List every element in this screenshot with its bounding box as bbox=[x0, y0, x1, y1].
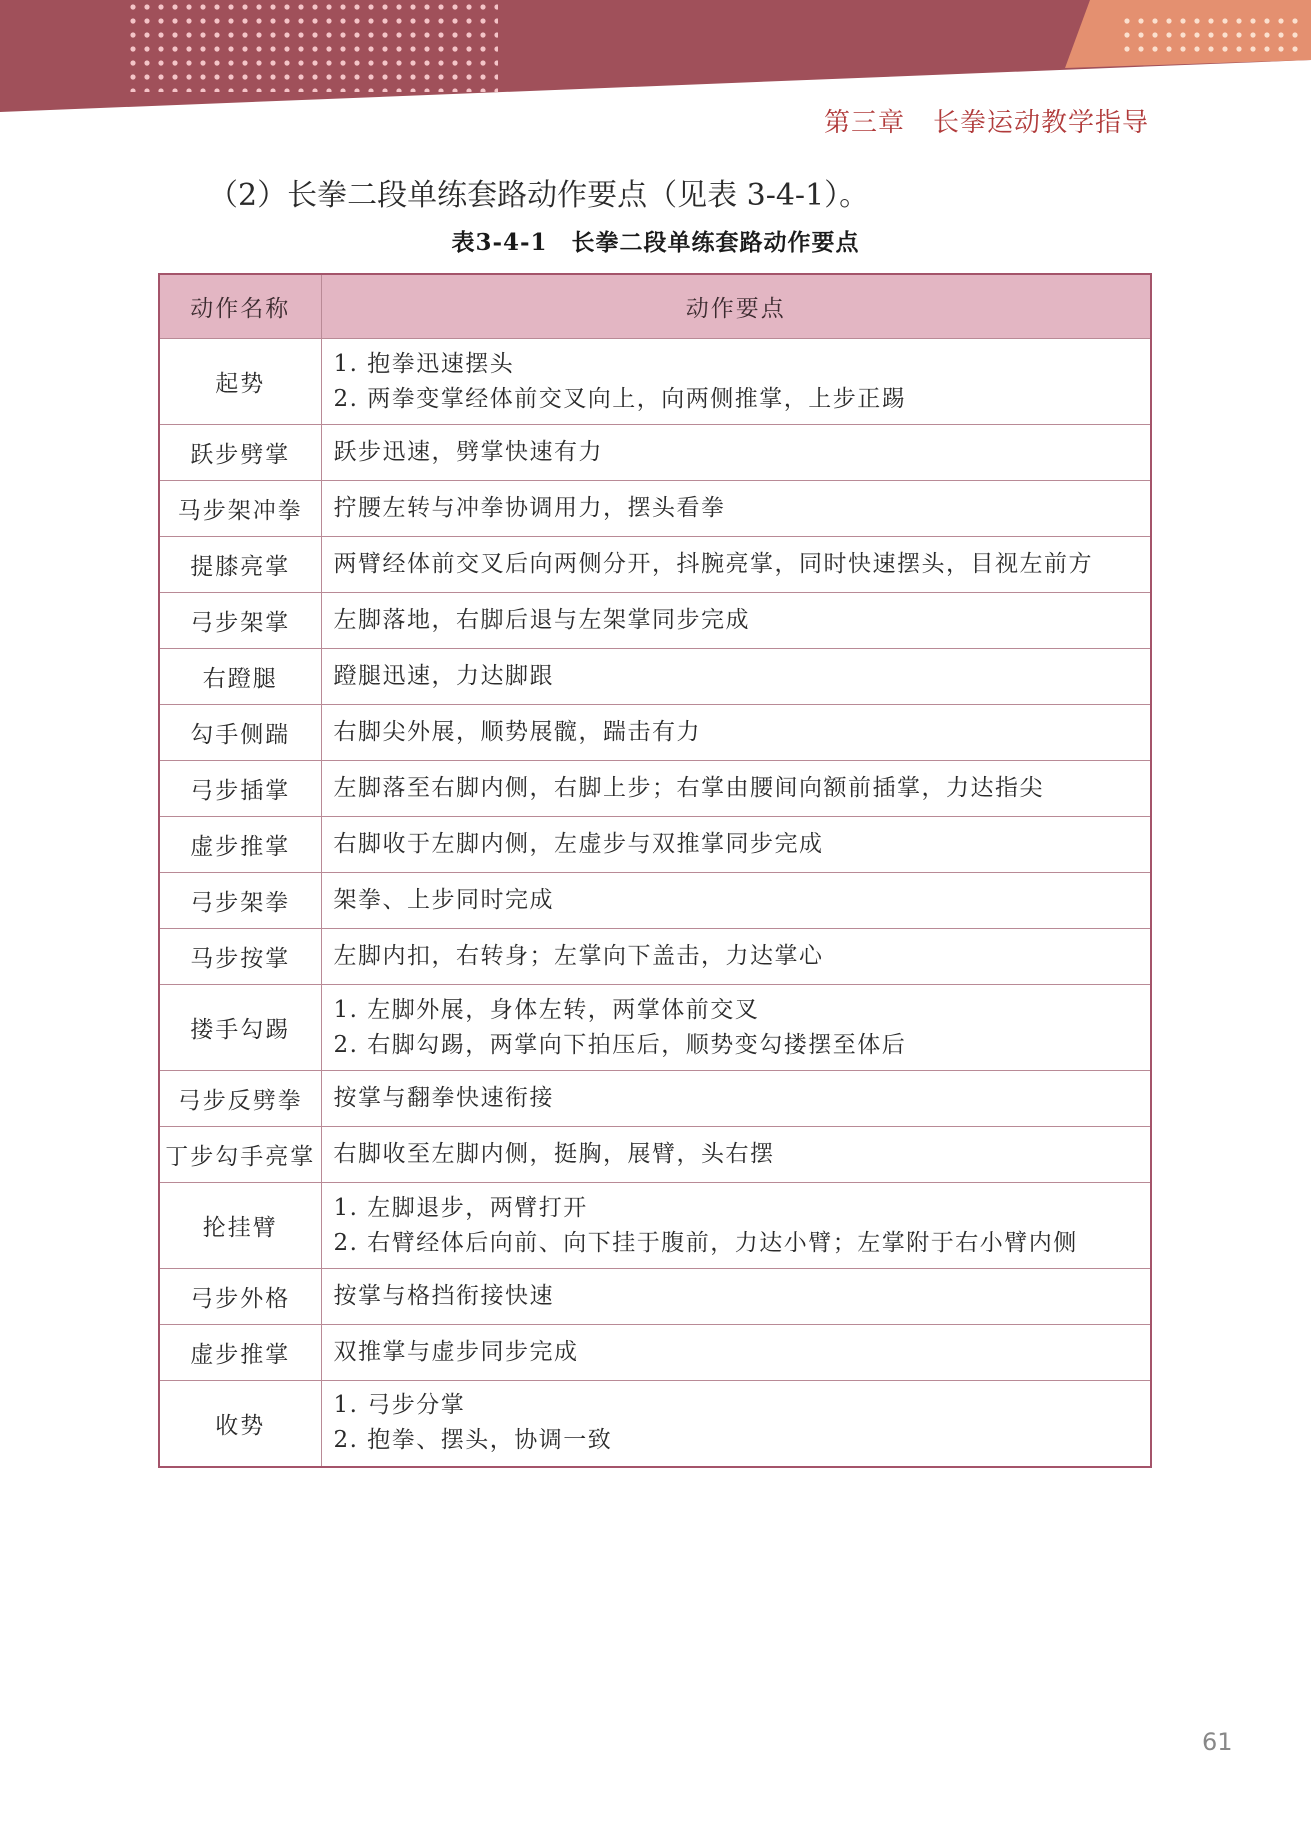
table-caption: 表3-4-1 长拳二段单练套路动作要点 bbox=[451, 229, 860, 256]
table-row bbox=[159, 593, 1151, 649]
action-point-line: 2. 两拳变掌经体前交叉向上，向两侧推掌，上步正踢 bbox=[333, 385, 907, 412]
table-row bbox=[159, 1381, 1151, 1467]
header-action-points: 动作要点 bbox=[321, 274, 1151, 339]
action-name-cell: 搂手勾踢 bbox=[159, 985, 321, 1071]
action-point-line: 蹬腿迅速，力达脚跟 bbox=[333, 663, 554, 689]
table-body bbox=[159, 339, 1151, 1467]
action-points-cell bbox=[321, 705, 1151, 761]
table-row bbox=[159, 929, 1151, 985]
action-name-cell: 马步架冲拳 bbox=[159, 481, 321, 537]
action-point-line: 左脚落至右脚内侧，右脚上步；右掌由腰间向额前插掌，力达指尖 bbox=[333, 775, 1044, 801]
table-row bbox=[159, 1269, 1151, 1325]
table-row bbox=[159, 1071, 1151, 1127]
action-points-cell bbox=[321, 929, 1151, 985]
action-name-cell: 弓步插掌 bbox=[159, 761, 321, 817]
table-row bbox=[159, 649, 1151, 705]
action-points-cell bbox=[321, 1325, 1151, 1381]
table-row bbox=[159, 1127, 1151, 1183]
action-points-cell bbox=[321, 339, 1151, 425]
intro-paragraph: （2）长拳二段单练套路动作要点（见表 3-4-1）。 bbox=[208, 178, 870, 213]
action-name-cell: 马步按掌 bbox=[159, 929, 321, 985]
action-points-cell bbox=[321, 985, 1151, 1071]
action-point-line: 1. 弓步分掌 bbox=[333, 1392, 466, 1419]
action-name-cell: 抡挂臂 bbox=[159, 1183, 321, 1269]
banner-dots-left bbox=[128, 4, 498, 92]
chapter-title: 长拳运动教学指导 bbox=[932, 108, 1149, 138]
action-points-cell bbox=[321, 1269, 1151, 1325]
action-name-cell: 跃步劈掌 bbox=[159, 425, 321, 481]
header-action-name: 动作名称 bbox=[159, 274, 321, 339]
action-name-cell: 弓步反劈拳 bbox=[159, 1071, 321, 1127]
action-name-cell: 右蹬腿 bbox=[159, 649, 321, 705]
action-points-cell bbox=[321, 761, 1151, 817]
action-point-line: 按掌与格挡衔接快速 bbox=[333, 1283, 554, 1309]
table-row bbox=[159, 705, 1151, 761]
action-name-cell: 收势 bbox=[159, 1381, 321, 1467]
action-point-line: 两臂经体前交叉后向两侧分开，抖腕亮掌，同时快速摆头，目视左前方 bbox=[333, 551, 1093, 577]
action-point-line: 1. 左脚外展，身体左转，两掌体前交叉 bbox=[333, 996, 760, 1023]
action-name-cell: 弓步架掌 bbox=[159, 593, 321, 649]
action-point-line: 左脚内扣，右转身；左掌向下盖击，力达掌心 bbox=[333, 943, 824, 969]
action-point-line: 2. 抱拳、摆头，协调一致 bbox=[333, 1427, 613, 1454]
action-name-cell: 虚步推掌 bbox=[159, 1325, 321, 1381]
action-name-cell: 提膝亮掌 bbox=[159, 537, 321, 593]
action-name-cell: 勾手侧踹 bbox=[159, 705, 321, 761]
table-row bbox=[159, 761, 1151, 817]
page-number: 61 bbox=[1202, 1728, 1233, 1756]
chapter-number: 第三章 bbox=[823, 108, 905, 138]
action-points-cell bbox=[321, 873, 1151, 929]
action-point-line: 2. 右臂经体后向前、向下挂于腹前，力达小臂；左掌附于右小臂内侧 bbox=[333, 1229, 1078, 1256]
action-point-line: 右脚收于左脚内侧，左虚步与双推掌同步完成 bbox=[333, 831, 824, 857]
action-point-line: 拧腰左转与冲拳协调用力，摆头看拳 bbox=[333, 495, 726, 521]
action-points-cell bbox=[321, 1183, 1151, 1269]
action-name-cell: 丁步勾手亮掌 bbox=[159, 1127, 321, 1183]
action-point-line: 左脚落地，右脚后退与左架掌同步完成 bbox=[333, 607, 750, 633]
action-name-cell: 虚步推掌 bbox=[159, 817, 321, 873]
table-row bbox=[159, 985, 1151, 1071]
action-point-line: 架拳、上步同时完成 bbox=[333, 887, 554, 913]
action-points-cell bbox=[321, 1127, 1151, 1183]
action-points-table bbox=[158, 273, 1152, 1468]
table-row bbox=[159, 873, 1151, 929]
action-point-line: 2. 右脚勾踢，两掌向下拍压后，顺势变勾搂摆至体后 bbox=[333, 1031, 907, 1058]
action-point-line: 1. 抱拳迅速摆头 bbox=[333, 350, 515, 377]
banner-dots-right bbox=[1118, 12, 1298, 60]
action-point-line: 1. 左脚退步，两臂打开 bbox=[333, 1194, 588, 1221]
action-points-cell bbox=[321, 481, 1151, 537]
action-name-cell: 弓步架拳 bbox=[159, 873, 321, 929]
action-points-cell bbox=[321, 1381, 1151, 1467]
action-point-line: 跃步迅速，劈掌快速有力 bbox=[333, 439, 603, 465]
action-name-cell: 起势 bbox=[159, 339, 321, 425]
table-row bbox=[159, 481, 1151, 537]
table-row bbox=[159, 1325, 1151, 1381]
action-points-cell bbox=[321, 1071, 1151, 1127]
action-points-cell bbox=[321, 425, 1151, 481]
table-header-row bbox=[159, 274, 1151, 339]
table-row bbox=[159, 425, 1151, 481]
chapter-heading bbox=[824, 102, 1149, 139]
table-row bbox=[159, 817, 1151, 873]
table-row bbox=[159, 537, 1151, 593]
table-row bbox=[159, 1183, 1151, 1269]
action-points-cell bbox=[321, 537, 1151, 593]
action-name-cell: 弓步外格 bbox=[159, 1269, 321, 1325]
action-point-line: 双推掌与虚步同步完成 bbox=[333, 1339, 579, 1365]
action-point-line: 右脚尖外展，顺势展髋，踹击有力 bbox=[333, 719, 701, 745]
table-row bbox=[159, 339, 1151, 425]
action-points-cell bbox=[321, 817, 1151, 873]
action-points-cell bbox=[321, 593, 1151, 649]
action-point-line: 按掌与翻拳快速衔接 bbox=[333, 1085, 554, 1111]
action-points-cell bbox=[321, 649, 1151, 705]
action-point-line: 右脚收至左脚内侧，挺胸，展臂，头右摆 bbox=[333, 1141, 775, 1167]
